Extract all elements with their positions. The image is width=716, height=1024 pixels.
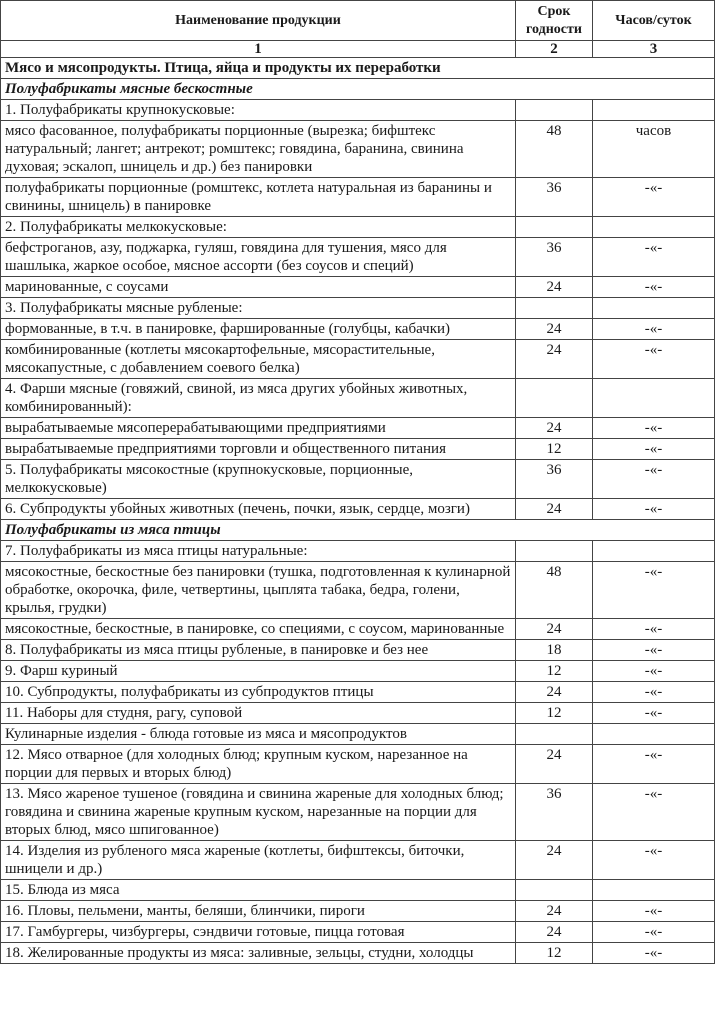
group-name-cell: Кулинарные изделия - блюда готовые из мяса и мясопродуктов (1, 724, 516, 745)
table-row (1, 418, 715, 439)
unit-cell: -«- (593, 943, 715, 964)
column-number-1: 1 (1, 41, 516, 58)
shelf-life-cell (516, 100, 593, 121)
table-row (1, 661, 715, 682)
product-name-cell: комбинированные (котлеты мясокартофельные, мясорастительные, мясокапустные, с добавлением соевого белка) (1, 340, 516, 379)
shelf-life-cell: 24 (516, 499, 593, 520)
shelf-life-cell: 18 (516, 640, 593, 661)
product-name-cell: 16. Пловы, пельмени, манты, беляши, блинчики, пироги (1, 901, 516, 922)
product-name-cell: 6. Субпродукты убойных животных (печень, почки, язык, сердце, мозги) (1, 499, 516, 520)
table-row (1, 943, 715, 964)
column-number-2: 2 (516, 41, 593, 58)
shelf-life-cell: 12 (516, 439, 593, 460)
product-name-cell: 9. Фарш куриный (1, 661, 516, 682)
shelf-life-cell: 24 (516, 922, 593, 943)
unit-cell: -«- (593, 499, 715, 520)
unit-cell: -«- (593, 784, 715, 841)
product-name-cell: вырабатываемые мясоперерабатывающими предприятиями (1, 418, 516, 439)
group-name-cell: 2. Полуфабрикаты мелкокусковые: (1, 217, 516, 238)
unit-cell (593, 724, 715, 745)
table-row (1, 901, 715, 922)
unit-cell: -«- (593, 682, 715, 703)
unit-cell: -«- (593, 340, 715, 379)
product-name-cell: мясокостные, бескостные, в панировке, со специями, с соусом, маринованные (1, 619, 516, 640)
shelf-life-cell: 36 (516, 784, 593, 841)
header-product-name: Наименование продукции (1, 1, 516, 41)
shelf-life-cell: 24 (516, 340, 593, 379)
group-name-cell: 7. Полуфабрикаты из мяса птицы натуральные: (1, 541, 516, 562)
shelf-life-cell: 36 (516, 238, 593, 277)
product-name-cell: 17. Гамбургеры, чизбургеры, сэндвичи готовые, пицца готовая (1, 922, 516, 943)
product-name-cell: 8. Полуфабрикаты из мяса птицы рубленые, в панировке и без нее (1, 640, 516, 661)
table-row (1, 100, 715, 121)
subsection-heading: Полуфабрикаты из мяса птицы (1, 520, 715, 541)
unit-cell: -«- (593, 418, 715, 439)
unit-cell: -«- (593, 619, 715, 640)
shelf-life-cell (516, 379, 593, 418)
unit-cell: -«- (593, 319, 715, 340)
unit-cell: -«- (593, 922, 715, 943)
header-hours-days: Часов/суток (593, 1, 715, 41)
shelf-life-cell: 48 (516, 562, 593, 619)
product-name-cell: 10. Субпродукты, полуфабрикаты из субпродуктов птицы (1, 682, 516, 703)
group-name-cell: 3. Полуфабрикаты мясные рубленые: (1, 298, 516, 319)
table-row (1, 745, 715, 784)
table-row (1, 619, 715, 640)
unit-cell: -«- (593, 841, 715, 880)
unit-cell (593, 379, 715, 418)
shelf-life-cell (516, 541, 593, 562)
unit-cell (593, 541, 715, 562)
shelf-life-cell (516, 217, 593, 238)
shelf-life-cell (516, 724, 593, 745)
shelf-life-cell: 24 (516, 901, 593, 922)
table-row (1, 922, 715, 943)
column-number-3: 3 (593, 41, 715, 58)
product-name-cell: маринованные, с соусами (1, 277, 516, 298)
shelf-life-cell: 24 (516, 319, 593, 340)
shelf-life-cell: 36 (516, 178, 593, 217)
table-row (1, 499, 715, 520)
table-row (1, 541, 715, 562)
product-name-cell: 13. Мясо жареное тушеное (говядина и свинина жареные для холодных блюд; говядина и свинина жареные крупным куском, нарезанные на порции для вторых блюд, мясо шпигованное) (1, 784, 516, 841)
table-row (1, 841, 715, 880)
unit-cell: -«- (593, 703, 715, 724)
table-row (1, 703, 715, 724)
header-shelf-life: Срок годности (516, 1, 593, 41)
table-row (1, 319, 715, 340)
product-name-cell: 11. Наборы для студня, рагу, суповой (1, 703, 516, 724)
unit-cell: -«- (593, 562, 715, 619)
unit-cell: -«- (593, 661, 715, 682)
group-name-cell: 15. Блюда из мяса (1, 880, 516, 901)
shelf-life-cell: 12 (516, 943, 593, 964)
table-row (1, 439, 715, 460)
shelf-life-cell: 12 (516, 703, 593, 724)
table-row (1, 640, 715, 661)
shelf-life-cell: 24 (516, 841, 593, 880)
unit-cell (593, 217, 715, 238)
unit-cell (593, 298, 715, 319)
table-row (1, 460, 715, 499)
group-name-cell: 1. Полуфабрикаты крупнокусковые: (1, 100, 516, 121)
table-row (1, 277, 715, 298)
unit-cell (593, 100, 715, 121)
unit-cell: -«- (593, 640, 715, 661)
table-row (1, 880, 715, 901)
shelf-life-cell (516, 880, 593, 901)
product-name-cell: мясо фасованное, полуфабрикаты порционные (вырезка; бифштекс натуральный; лангет; антрекот; ромштекс; говядина, баранина, свинина духовая; эскалоп, шницель и др.) без панировки (1, 121, 516, 178)
table-row (1, 379, 715, 418)
product-name-cell: 14. Изделия из рубленого мяса жареные (котлеты, бифштексы, биточки, шницели и др.) (1, 841, 516, 880)
shelf-life-cell: 12 (516, 661, 593, 682)
table-row (1, 784, 715, 841)
subsection-heading: Полуфабрикаты мясные бескостные (1, 79, 715, 100)
unit-cell: -«- (593, 745, 715, 784)
shelf-life-cell (516, 298, 593, 319)
unit-cell: -«- (593, 178, 715, 217)
table-row (1, 178, 715, 217)
product-name-cell: формованные, в т.ч. в панировке, фаршированные (голубцы, кабачки) (1, 319, 516, 340)
table-row (1, 58, 715, 79)
product-name-cell: 18. Желированные продукты из мяса: заливные, зельцы, студни, холодцы (1, 943, 516, 964)
product-name-cell: вырабатываемые предприятиями торговли и общественного питания (1, 439, 516, 460)
table-row (1, 562, 715, 619)
shelf-life-cell: 24 (516, 277, 593, 298)
section-heading: Мясо и мясопродукты. Птица, яйца и продукты их переработки (1, 58, 715, 79)
unit-cell: -«- (593, 277, 715, 298)
product-name-cell: 12. Мясо отварное (для холодных блюд; крупным куском, нарезанное на порции для первых и вторых блюд) (1, 745, 516, 784)
table-row (1, 520, 715, 541)
table-row (1, 682, 715, 703)
shelf-life-cell: 24 (516, 682, 593, 703)
unit-cell (593, 880, 715, 901)
shelf-life-cell: 24 (516, 745, 593, 784)
table-row (1, 238, 715, 277)
unit-cell: -«- (593, 901, 715, 922)
unit-cell: часов (593, 121, 715, 178)
table-row (1, 340, 715, 379)
group-name-cell: 4. Фарши мясные (говяжий, свиной, из мяса других убойных животных, комбинированный): (1, 379, 516, 418)
unit-cell: -«- (593, 460, 715, 499)
table-row (1, 121, 715, 178)
product-name-cell: мясокостные, бескостные без панировки (тушка, подготовленная к кулинарной обработке, окорочка, филе, четвертины, цыплята табака, бедра, голени, крылья, грудки) (1, 562, 516, 619)
table-row (1, 298, 715, 319)
table-row (1, 217, 715, 238)
shelf-life-cell: 24 (516, 619, 593, 640)
unit-cell: -«- (593, 439, 715, 460)
product-name-cell: 5. Полуфабрикаты мясокостные (крупнокусковые, порционные, мелкокусковые) (1, 460, 516, 499)
unit-cell: -«- (593, 238, 715, 277)
shelf-life-cell: 48 (516, 121, 593, 178)
product-name-cell: полуфабрикаты порционные (ромштекс, котлета натуральная из баранины и свинины, шницель) в панировке (1, 178, 516, 217)
table-row (1, 724, 715, 745)
product-name-cell: бефстроганов, азу, поджарка, гуляш, говядина для тушения, мясо для шашлыка, жаркое особое, мясное ассорти (без соусов и специй) (1, 238, 516, 277)
table-row (1, 79, 715, 100)
shelf-life-cell: 36 (516, 460, 593, 499)
shelf-life-cell: 24 (516, 418, 593, 439)
